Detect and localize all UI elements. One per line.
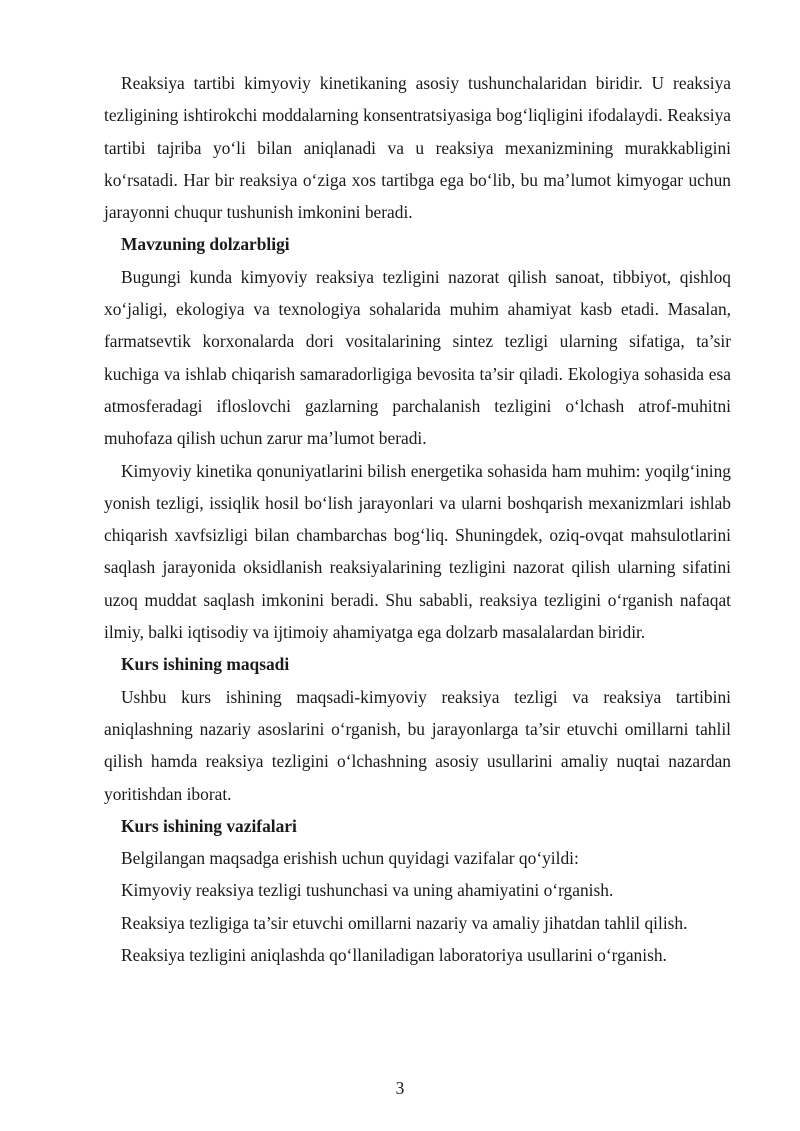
- paragraph-tasks-intro: Belgilangan maqsadga erishish uchun quyidagi vazifalar qo‘yildi:: [121, 848, 579, 869]
- paragraph-kinetics-energy: Kimyoviy kinetika qonuniyatlarini bilish energetika sohasida ham muhim: yoqilg‘ining yonish tezligi, issiqlik hosil bo‘lish jarayonlari va ularni boshqarish mexanizmlari ishlab chiqarish xavfsizligi bilan chambarchas bog‘liq. Shuningdek, oziq-ovqat mahsulotlarini saqlash jarayonida oksidlanish reaksiyalarining tezligini nazorat qilish ularning sifatini uzoq muddat saqlash imkonini beradi. Shu sababli, reaksiya tezligini o‘rganish nafaqat ilmiy, balki iqtisodiy va ijtimoiy ahamiyatga ega dolzarb masalalardan biridir.: [104, 460, 731, 643]
- heading-relevance: Mavzuning dolzarbligi: [121, 234, 290, 255]
- paragraph-relevance: Bugungi kunda kimyoviy reaksiya tezligini nazorat qilish sanoat, tibbiyot, qishloq xo‘jaligi, ekologiya va texnologiya sohalarida muhim ahamiyat kasb etadi. Masalan, farmatsevtik korxonalarda dori vositalarining sintez tezligi ularning sifatiga, ta’sir kuchiga va ishlab chiqarish samaradorligiga bevosita ta’sir qiladi. Ekologiya sohasida esa atmosferadagi ifloslovchi gazlarning parchalanish tezligini o‘lchash atrof-muhitni muhofaza qilish uchun zarur ma’lumot beradi.: [104, 266, 731, 449]
- document-body: [104, 67, 731, 971]
- paragraph-reaction-order: Reaksiya tartibi kimyoviy kinetikaning asosiy tushunchalaridan biridir. U reaksiya tezligining ishtirokchi moddalarning konsentratsiyasiga bog‘liqligini ifodalaydi. Reaksiya tartibi tajriba yo‘li bilan aniqlanadi va u reaksiya mexanizmining murakkabligini ko‘rsatadi. Har bir reaksiya o‘ziga xos tartibga ega bo‘lib, bu ma’lumot kimyogar uchun jarayonni chuqur tushunish imkonini beradi.: [104, 73, 731, 223]
- heading-goal: Kurs ishining maqsadi: [121, 654, 290, 675]
- task-item-3: Reaksiya tezligini aniqlashda qo‘llaniladigan laboratoriya usullarini o‘rganish.: [121, 945, 667, 966]
- task-item-2: Reaksiya tezligiga ta’sir etuvchi omillarni nazariy va amaliy jihatdan tahlil qilish.: [121, 912, 688, 933]
- page-number: 3: [395, 1078, 405, 1098]
- task-item-1: Kimyoviy reaksiya tezligi tushunchasi va uning ahamiyatini o‘rganish.: [121, 880, 614, 901]
- heading-tasks: Kurs ishining vazifalari: [121, 815, 297, 836]
- paragraph-goal: Ushbu kurs ishining maqsadi-kimyoviy reaksiya tezligi va reaksiya tartibini aniqlashning nazariy asoslarini o‘rganish, bu jarayonlarga ta’sir etuvchi omillarni tahlil qilish hamda reaksiya tezligini o‘lchashning asosiy usullarini amaliy nuqtai nazardan yoritishdan iborat.: [104, 686, 731, 804]
